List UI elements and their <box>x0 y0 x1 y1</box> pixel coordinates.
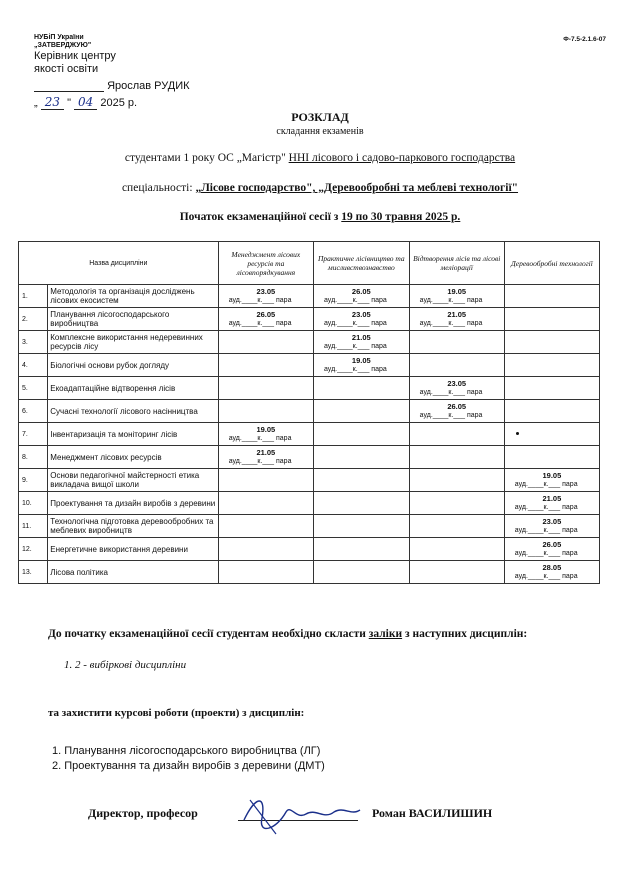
exam-cell <box>313 331 409 354</box>
exam-cell <box>409 561 504 584</box>
row-number: 7. <box>19 423 48 446</box>
approval-signature-line <box>34 81 104 92</box>
date-year: 2025 р. <box>100 97 138 109</box>
date-prefix: „ <box>34 97 38 109</box>
approval-signer: Ярослав РУДИК <box>107 80 190 92</box>
exam-cell <box>313 285 409 308</box>
exam-cell <box>409 377 504 400</box>
exam-date: 28.05 <box>542 563 562 572</box>
table-body <box>19 285 600 584</box>
exam-date: 21.05 <box>447 310 467 319</box>
discipline-header: Назва дисципліни <box>19 242 219 285</box>
coursework-list <box>52 744 325 774</box>
date-day: 23 <box>41 95 64 110</box>
exam-date: 21.05 <box>351 333 371 342</box>
discipline-name: Комплексне використання недеревинних ресурсів лісу <box>48 331 218 354</box>
exam-cell <box>218 331 313 354</box>
exam-cell <box>504 331 599 354</box>
discipline-name: Менеджмент лісових ресурсів <box>48 446 218 469</box>
session-range: 19 по 30 травня 2025 р. <box>341 211 461 223</box>
document-subtitle: складання екзаменів <box>276 126 364 137</box>
row-number: 3. <box>19 331 48 354</box>
row-number: 8. <box>19 446 48 469</box>
discipline-name: Технологічна підготовка деревообробних та меблевих виробництв <box>48 515 218 538</box>
exam-cell <box>409 538 504 561</box>
session-line <box>0 211 640 223</box>
exam-cell <box>504 561 599 584</box>
exam-cell <box>313 308 409 331</box>
table-row <box>19 285 600 308</box>
exam-cell <box>313 469 409 492</box>
exam-cell <box>313 354 409 377</box>
table-row <box>19 515 600 538</box>
discipline-name: Планування лісогосподарського виробництва <box>48 308 218 331</box>
exam-cell <box>409 354 504 377</box>
discipline-name: Основи педагогічної майстерності етика викладача вищої школи <box>48 469 218 492</box>
group-header-1: Менеджмент лісових ресурсів та лісовпорядкування <box>218 242 313 285</box>
exam-room: ауд.____к.___ пара <box>514 481 578 488</box>
table-header-row <box>19 242 600 285</box>
exam-cell <box>313 515 409 538</box>
exam-date: 26.05 <box>256 310 276 319</box>
defend-heading: та захистити курсові роботи (проекти) з дисциплін: <box>48 707 305 719</box>
exam-cell <box>313 538 409 561</box>
approval-position-1: Керівник центру <box>34 50 116 62</box>
approval-date <box>34 95 137 109</box>
exam-date: 21.05 <box>542 494 562 503</box>
exam-cell <box>504 492 599 515</box>
exam-room: ауд.____к.___ пара <box>228 320 292 327</box>
row-number: 12. <box>19 538 48 561</box>
exam-cell <box>409 400 504 423</box>
credits-heading <box>48 628 527 640</box>
exam-room: ауд.____к.___ пара <box>228 458 292 465</box>
row-number: 9. <box>19 469 48 492</box>
exam-cell <box>218 561 313 584</box>
exam-cell <box>409 331 504 354</box>
discipline-name: Лісова політика <box>48 561 218 584</box>
discipline-name: Екоадаптаційне відтворення лісів <box>48 377 218 400</box>
row-number: 10. <box>19 492 48 515</box>
exam-cell <box>218 377 313 400</box>
exam-cell <box>313 492 409 515</box>
exam-cell <box>504 354 599 377</box>
exam-cell <box>218 469 313 492</box>
table-row <box>19 331 600 354</box>
exam-cell <box>504 308 599 331</box>
exam-cell <box>313 446 409 469</box>
exam-cell <box>504 285 599 308</box>
spec-prefix: спеціальності: <box>121 182 193 194</box>
exam-room: ауд.____к.___ пара <box>419 297 483 304</box>
exam-cell <box>409 423 504 446</box>
discipline-name: Інвентаризація та моніторинг лісів <box>48 423 218 446</box>
specialty-line <box>0 182 640 194</box>
discipline-name: Проектування та дизайн виробів з деревини <box>48 492 218 515</box>
exam-cell <box>409 469 504 492</box>
exam-room: ауд.____к.___ пара <box>419 412 483 419</box>
exam-cell <box>218 423 313 446</box>
exam-room: ауд.____к.___ пара <box>323 297 387 304</box>
exam-room: ауд.____к.___ пара <box>323 366 387 373</box>
approval-org: НУБіП України <box>34 34 84 41</box>
exam-date: 19.05 <box>542 471 562 480</box>
row-number: 1. <box>19 285 48 308</box>
exam-cell <box>409 446 504 469</box>
exam-cell <box>218 400 313 423</box>
exam-cell <box>313 561 409 584</box>
exam-room: ауд.____к.___ пара <box>228 297 292 304</box>
exam-room: ауд.____к.___ пара <box>323 343 387 350</box>
spec-values: „Лісове господарство", „Деревообробні та меблеві технології" <box>195 182 519 194</box>
date-month: 04 <box>74 95 97 110</box>
row-number: 6. <box>19 400 48 423</box>
date-sep: " <box>67 97 71 109</box>
exam-cell <box>409 285 504 308</box>
table-row <box>19 492 600 515</box>
exam-room: ауд.____к.___ пара <box>514 527 578 534</box>
exam-room: ауд.____к.___ пара <box>514 573 578 580</box>
discipline-name: Методологія та організація досліджень лісових екосистем <box>48 285 218 308</box>
form-code: Ф-7.5-2.1.6-07 <box>563 36 606 43</box>
students-prefix: студентами 1 року ОС „Магістр" <box>124 152 286 164</box>
exam-date: 19.05 <box>447 287 467 296</box>
exam-cell <box>409 492 504 515</box>
exam-date: 19.05 <box>351 356 371 365</box>
discipline-name: Сучасні технології лісового насінництва <box>48 400 218 423</box>
exam-date: 21.05 <box>256 448 276 457</box>
exam-date: 23.05 <box>447 379 467 388</box>
exam-cell <box>313 423 409 446</box>
coursework-item: 2. Проектування та дизайн виробів з деревини (ДМТ) <box>52 760 325 772</box>
exam-date: 19.05 <box>256 425 276 434</box>
exam-room: ауд.____к.___ пара <box>228 435 292 442</box>
exam-date: 26.05 <box>351 287 371 296</box>
exam-cell <box>504 515 599 538</box>
director-name: Роман ВАСИЛИШИН <box>372 806 493 820</box>
director-title: Директор, професор <box>88 806 198 820</box>
credits-suffix: з наступних дисциплін: <box>404 628 528 640</box>
exam-cell <box>504 377 599 400</box>
table-row <box>19 446 600 469</box>
group-header-2: Практичне лісівництво та мисливствознавство <box>313 242 409 285</box>
exam-cell <box>218 538 313 561</box>
credit-item: 1. 2 - вибіркові дисципліни <box>64 659 187 671</box>
group-header-4: Деревообробні технології <box>504 242 599 285</box>
exam-cell <box>409 308 504 331</box>
exam-cell <box>504 538 599 561</box>
exam-room: ауд.____к.___ пара <box>419 389 483 396</box>
session-prefix: Початок екзаменаційної сесії з <box>179 211 339 223</box>
exam-cell <box>504 446 599 469</box>
exam-date: 26.05 <box>447 402 467 411</box>
exam-date: 23.05 <box>351 310 371 319</box>
students-line <box>0 152 640 164</box>
approval-signature-row <box>34 80 190 92</box>
row-number: 11. <box>19 515 48 538</box>
exam-date: 26.05 <box>542 540 562 549</box>
row-number: 2. <box>19 308 48 331</box>
table-row <box>19 377 600 400</box>
table-row <box>19 423 600 446</box>
table-row <box>19 308 600 331</box>
discipline-name: Енергетичне використання деревини <box>48 538 218 561</box>
table-row <box>19 469 600 492</box>
exam-cell <box>313 400 409 423</box>
students-institute: ННІ лісового і садово-паркового господарства <box>288 152 516 164</box>
row-number: 4. <box>19 354 48 377</box>
approval-stamp: „ЗАТВЕРДЖУЮ" <box>34 42 92 49</box>
exam-room: ауд.____к.___ пара <box>514 550 578 557</box>
exam-cell <box>504 469 599 492</box>
table-row <box>19 538 600 561</box>
exam-cell <box>218 446 313 469</box>
exam-room: ауд.____к.___ пара <box>419 320 483 327</box>
exam-cell <box>504 400 599 423</box>
table-row <box>19 354 600 377</box>
credits-prefix: До початку екзаменаційної сесії студентам необхідно скласти <box>48 628 366 640</box>
approval-position-2: якості освіти <box>34 63 99 75</box>
exam-cell <box>218 308 313 331</box>
row-number: 5. <box>19 377 48 400</box>
signature-mark <box>236 790 366 840</box>
exam-room: ауд.____к.___ пара <box>514 504 578 511</box>
exam-schedule-table <box>18 241 600 584</box>
table-row <box>19 400 600 423</box>
stray-mark <box>516 432 519 435</box>
group-header-3: Відтворення лісів та лісові меліорації <box>409 242 504 285</box>
coursework-item: 1. Планування лісогосподарського виробництва (ЛГ) <box>52 745 321 757</box>
row-number: 13. <box>19 561 48 584</box>
exam-cell <box>218 354 313 377</box>
approval-block <box>34 34 116 76</box>
table-row <box>19 561 600 584</box>
exam-cell <box>409 515 504 538</box>
discipline-name: Біологічні основи рубок догляду <box>48 354 218 377</box>
exam-date: 23.05 <box>256 287 276 296</box>
exam-room: ауд.____к.___ пара <box>323 320 387 327</box>
credits-word: заліки <box>368 628 403 640</box>
exam-date: 23.05 <box>542 517 562 526</box>
document-title: РОЗКЛАД <box>291 110 349 124</box>
exam-cell <box>218 515 313 538</box>
exam-cell <box>218 492 313 515</box>
exam-cell <box>313 377 409 400</box>
exam-cell <box>218 285 313 308</box>
